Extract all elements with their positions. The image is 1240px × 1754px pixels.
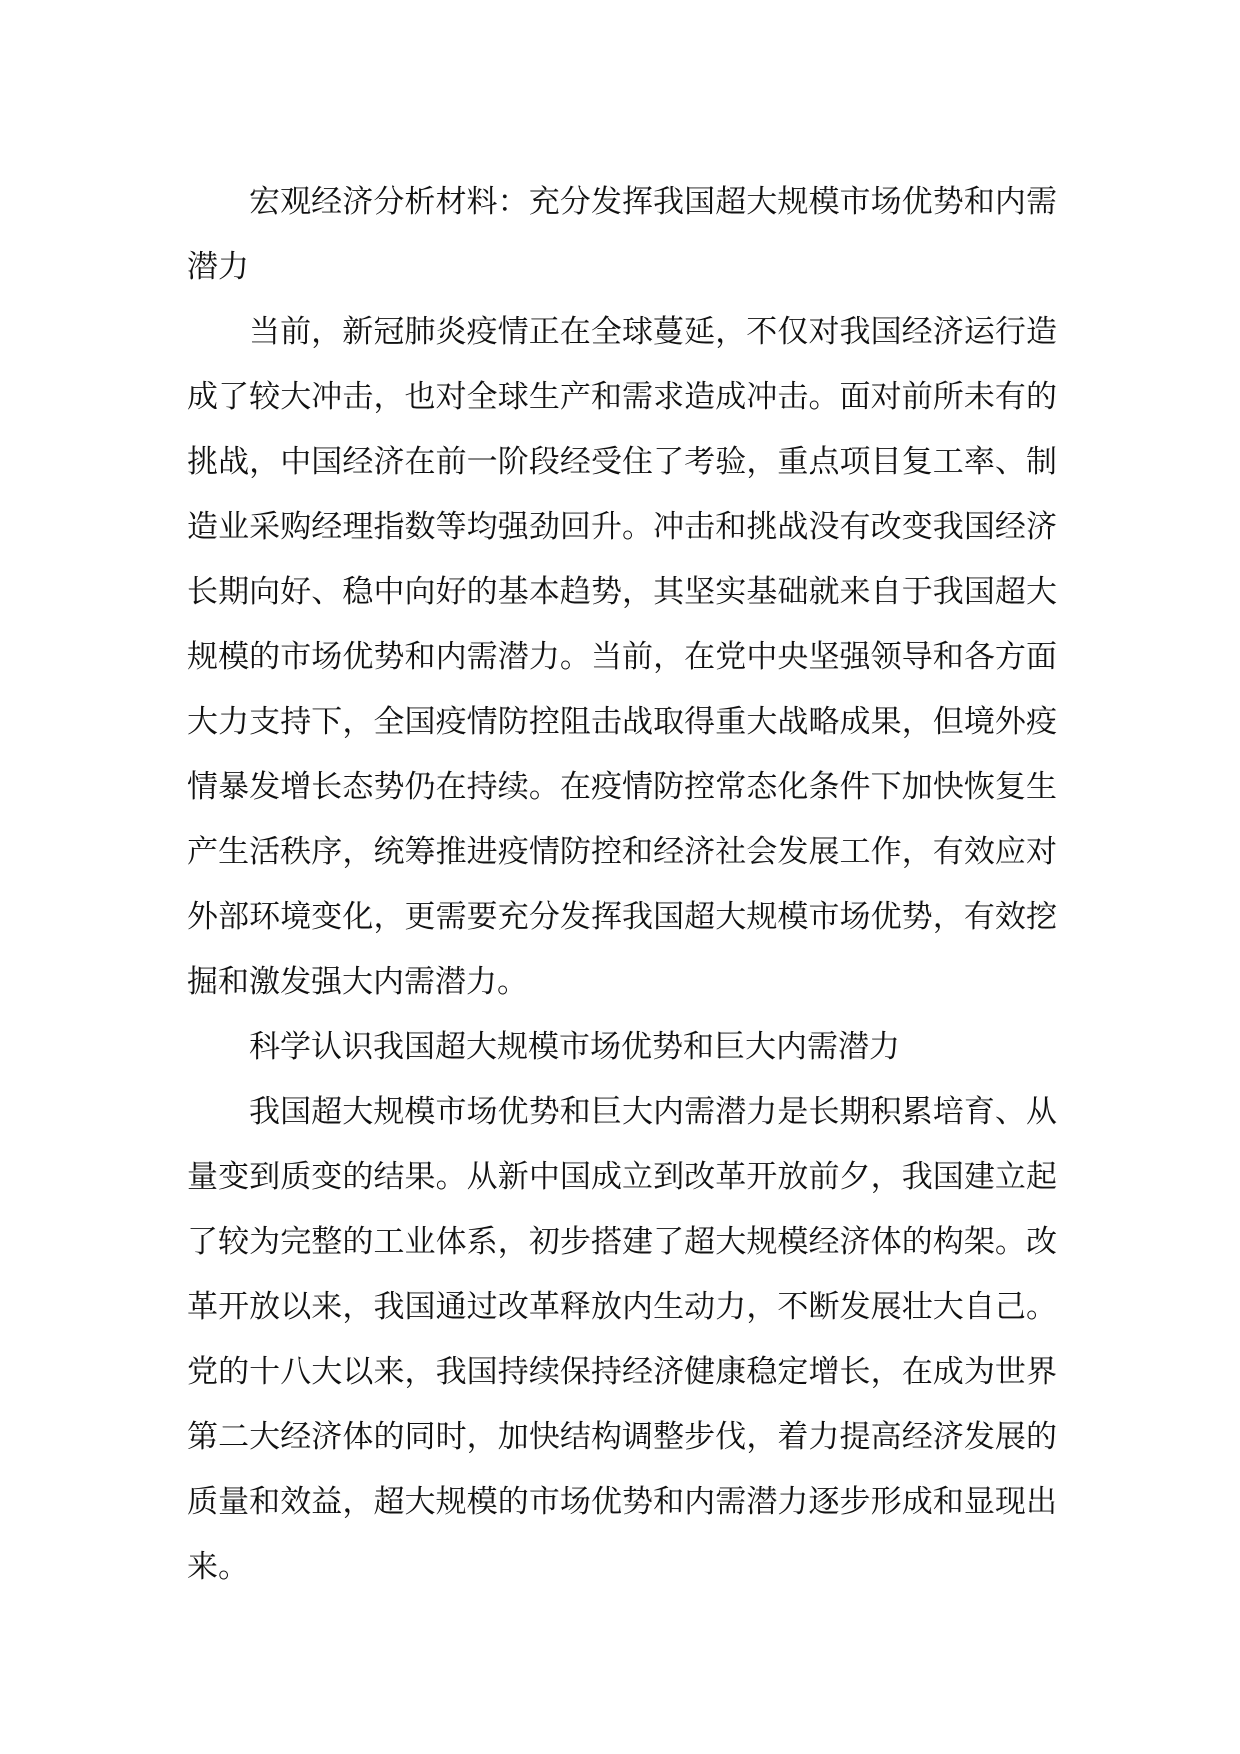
section-heading: 科学认识我国超大规模市场优势和巨大内需潜力 <box>249 1029 900 1065</box>
document-title: 宏观经济分析材料：充分发挥我国超大规模市场优势和内需潜力 <box>187 184 1057 285</box>
paragraph-section: 我国超大规模市场优势和巨大内需潜力是长期积累培育、从量变到质变的结果。从新中国成立到改革开放前夕，我国建立起了较为完整的工业体系，初步搭建了超大规模经济体的构架。改革开放以来，我国通过改革释放内生动力，不断发展壮大自己。党的十八大以来，我国持续保持经济健康稳定增长，在成为世界第二大经济体的同时，加快结构调整步伐，着力提高经济发展的质量和效益，超大规模的市场优势和内需潜力逐步形成和显现出来。 <box>187 1094 1057 1585</box>
paragraph-intro: 当前，新冠肺炎疫情正在全球蔓延，不仅对我国经济运行造成了较大冲击，也对全球生产和需求造成冲击。面对前所未有的挑战，中国经济在前一阶段经受住了考验，重点项目复工率、制造业采购经理指数等均强劲回升。冲击和挑战没有改变我国经济长期向好、稳中向好的基本趋势，其坚实基础就来自于我国超大规模的市场优势和内需潜力。当前，在党中央坚强领导和各方面大力支持下，全国疫情防控阻击战取得重大战略成果，但境外疫情暴发增长态势仍在持续。在疫情防控常态化条件下加快恢复生产生活秩序，统筹推进疫情防控和经济社会发展工作，有效应对外部环境变化，更需要充分发挥我国超大规模市场优势，有效挖掘和激发强大内需潜力。 <box>187 314 1057 1000</box>
document-body <box>187 170 1057 1600</box>
